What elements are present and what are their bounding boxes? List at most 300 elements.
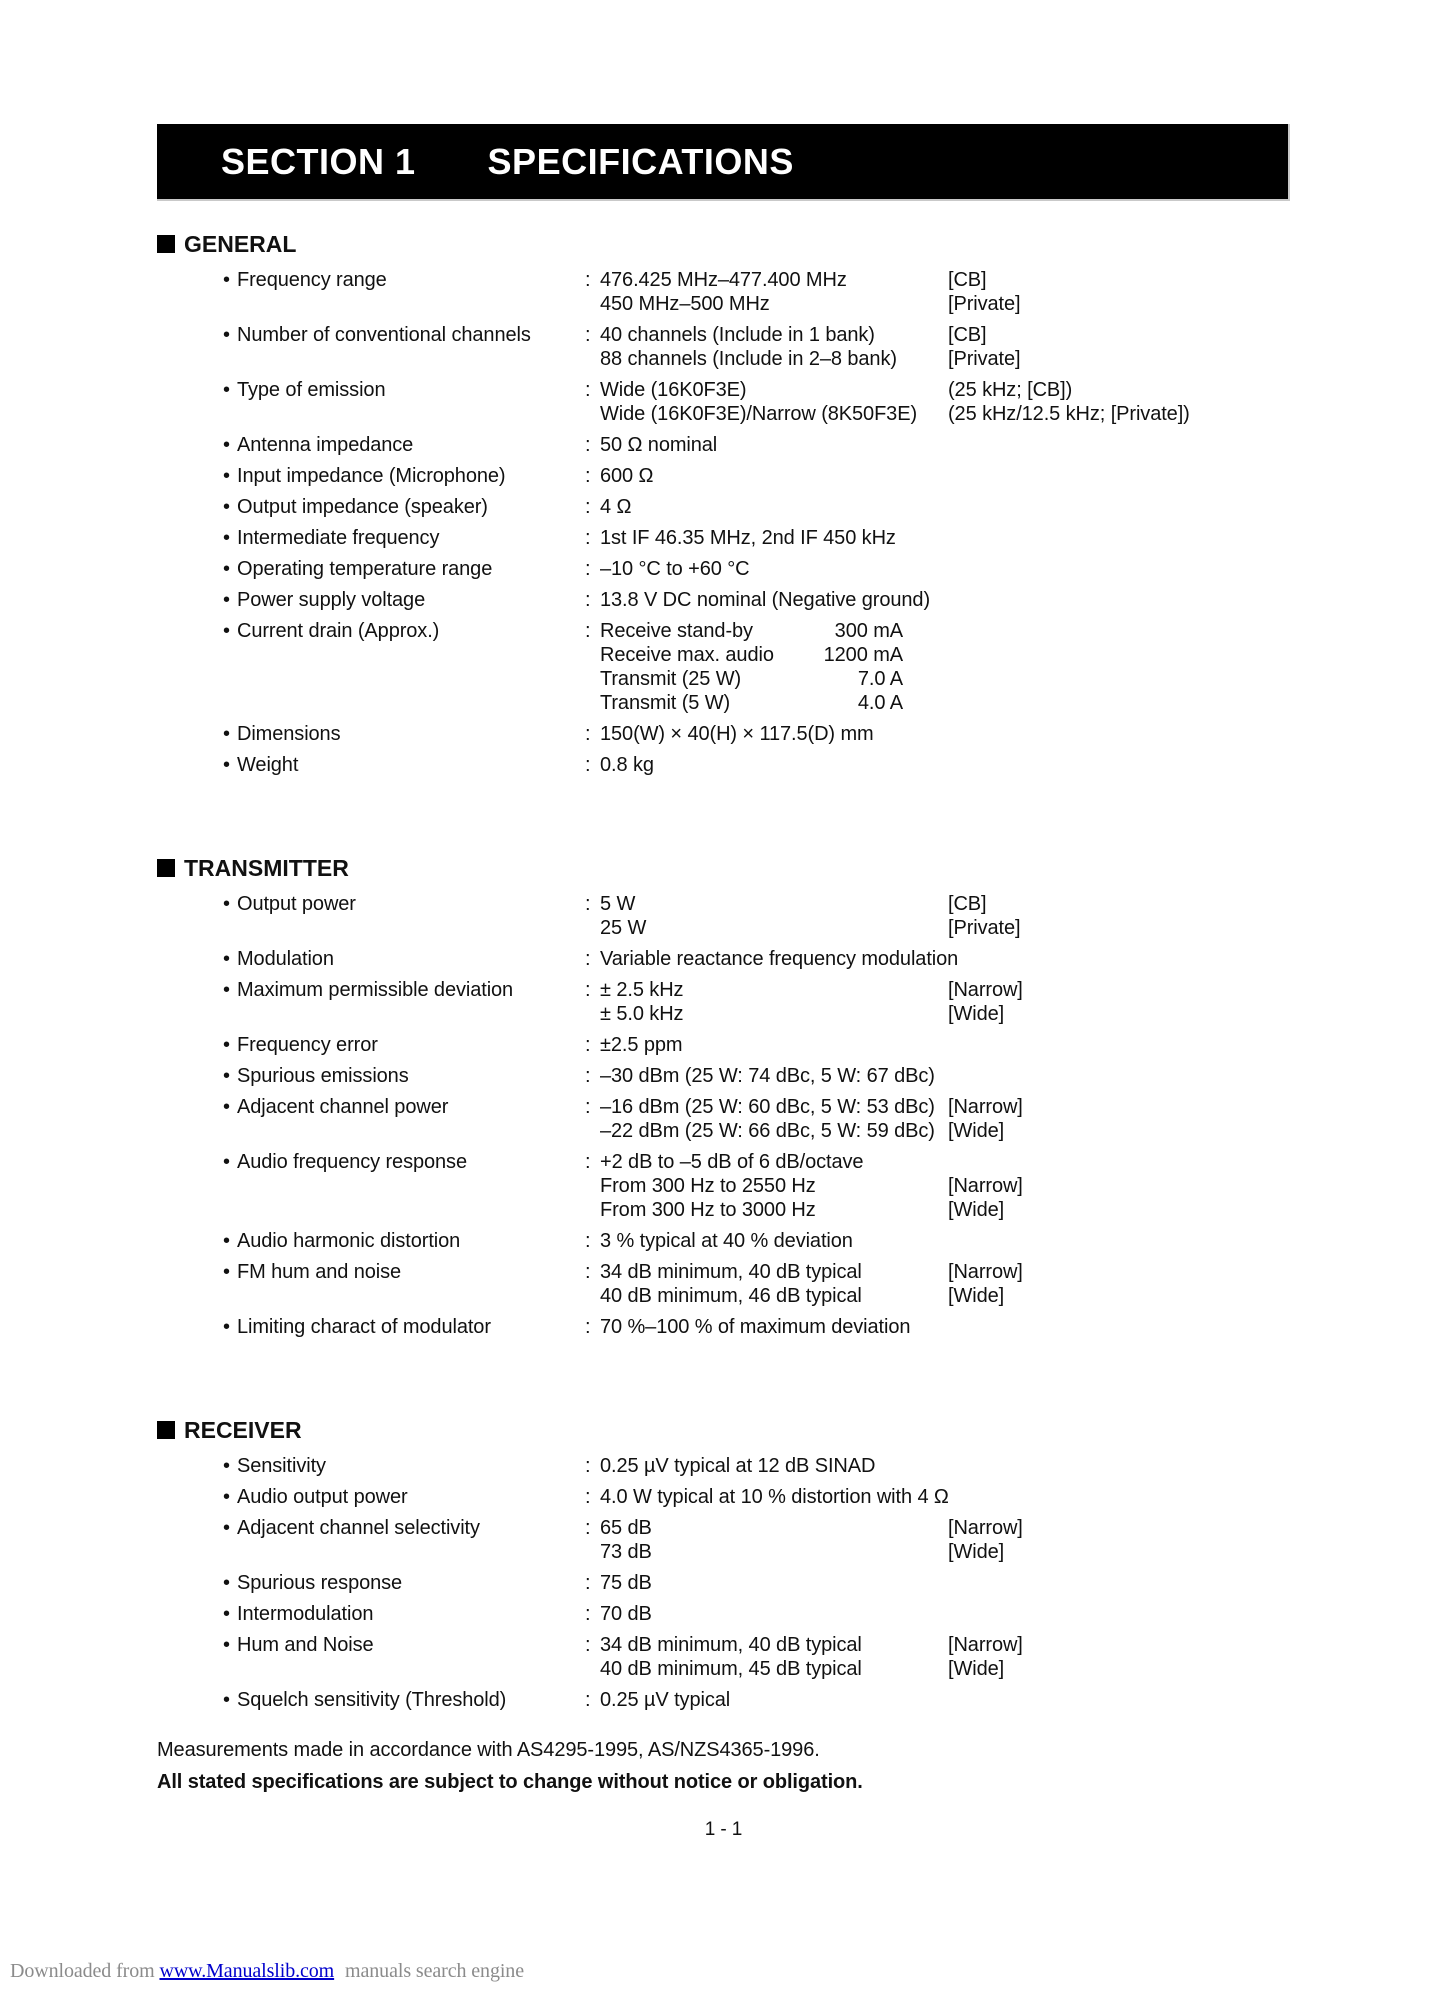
spec-label-cell — [223, 892, 585, 916]
spec-value: 40 channels (Include in 1 bank) — [600, 324, 875, 346]
spec-value-cell — [585, 1688, 948, 1712]
spec-note: [CB] — [948, 324, 987, 346]
spec-label-cell — [223, 1602, 585, 1626]
spec-item — [223, 1516, 1445, 1564]
spec-label: Limiting charact of modulator — [237, 1316, 491, 1338]
spec-label-cell — [223, 347, 585, 371]
bullet-icon: • — [223, 1455, 230, 1477]
spec-value-cell — [585, 1454, 948, 1478]
spec-label-cell — [223, 268, 585, 292]
spec-note: [Wide] — [948, 1120, 1005, 1142]
spec-item — [223, 378, 1445, 426]
spec-item — [223, 1150, 1445, 1222]
bullet-icon: • — [223, 1517, 230, 1539]
spec-label-cell — [223, 1002, 585, 1026]
value-colon — [585, 916, 600, 940]
drain-amount: 300 mA — [834, 620, 903, 642]
value-colon: : — [585, 1486, 591, 1508]
spec-value-cell — [585, 292, 948, 316]
spec-note: [Narrow] — [948, 1517, 1023, 1539]
value-colon — [585, 402, 600, 426]
spec-item — [223, 1454, 1445, 1478]
spec-value-cell — [585, 892, 948, 916]
spec-value-cell — [585, 1119, 948, 1143]
bullet-icon: • — [223, 620, 230, 642]
spec-label-cell — [223, 588, 585, 612]
spec-label-cell — [223, 753, 585, 777]
value-colon: : — [585, 1603, 591, 1625]
spec-value-cell — [585, 1571, 948, 1595]
value-colon: : — [585, 1455, 591, 1477]
section-receiver — [157, 1417, 1445, 1712]
spec-label: Current drain (Approx.) — [237, 620, 440, 642]
bullet-icon: • — [223, 324, 230, 346]
spec-value-cell — [585, 643, 948, 667]
spec-sections — [157, 231, 1445, 1712]
spec-label-cell — [223, 1064, 585, 1088]
value-colon: : — [585, 1151, 591, 1173]
spec-value: ± 2.5 kHz — [600, 979, 684, 1001]
bullet-icon: • — [223, 269, 230, 291]
spec-value: 25 W — [600, 917, 647, 939]
spec-value-cell — [585, 1033, 948, 1057]
spec-label-cell — [223, 978, 585, 1002]
spec-label: Antenna impedance — [237, 434, 414, 456]
value-colon — [585, 1174, 600, 1198]
spec-note — [948, 1229, 1445, 1253]
spec-note: [Private] — [948, 348, 1021, 370]
spec-value-cell — [585, 722, 948, 746]
spec-note: [Wide] — [948, 1285, 1005, 1307]
section-number-label: SECTION 1 — [221, 140, 416, 182]
spec-value-cell — [585, 753, 948, 777]
section-transmitter — [157, 855, 1445, 1339]
section-square-icon — [157, 235, 175, 253]
spec-label: Number of conventional channels — [237, 324, 531, 346]
spec-value: 4 Ω — [600, 496, 632, 518]
spec-list — [223, 268, 1445, 777]
spec-item — [223, 464, 1445, 488]
value-colon: : — [585, 948, 591, 970]
value-colon — [585, 292, 600, 316]
spec-value: 73 dB — [600, 1541, 652, 1563]
bullet-icon: • — [223, 465, 230, 487]
spec-item — [223, 433, 1445, 457]
spec-label-cell — [223, 495, 585, 519]
spec-label: Modulation — [237, 948, 334, 970]
spec-label-cell — [223, 378, 585, 402]
section-square-icon — [157, 859, 175, 877]
bullet-icon: • — [223, 754, 230, 776]
drain-label: Transmit (5 W) — [600, 692, 731, 714]
spec-note — [948, 1454, 1445, 1478]
bullet-icon: • — [223, 893, 230, 915]
spec-note: [Narrow] — [948, 1096, 1023, 1118]
spec-note — [948, 526, 1445, 550]
bullet-icon: • — [223, 723, 230, 745]
bullet-icon: • — [223, 1230, 230, 1252]
spec-label-cell — [223, 1033, 585, 1057]
value-colon: : — [585, 496, 591, 518]
spec-label-cell — [223, 464, 585, 488]
value-colon: : — [585, 324, 591, 346]
spec-value: 88 channels (Include in 2–8 bank) — [600, 348, 897, 370]
spec-value-cell — [585, 1064, 948, 1088]
section-title: TRANSMITTER — [184, 854, 349, 881]
drain-label: Receive stand-by — [600, 620, 753, 642]
spec-label-cell — [223, 402, 585, 426]
spec-value: From 300 Hz to 3000 Hz — [600, 1199, 816, 1221]
value-colon: : — [585, 465, 591, 487]
watermark — [10, 1960, 524, 1983]
spec-value: 3 % typical at 40 % deviation — [600, 1230, 853, 1252]
spec-label: Maximum permissible deviation — [237, 979, 514, 1001]
spec-note — [948, 722, 1445, 746]
spec-note — [948, 1485, 1445, 1509]
manualslib-link[interactable]: www.Manualslib.com — [159, 1960, 335, 1982]
spec-value-cell — [585, 1002, 948, 1026]
bullet-icon: • — [223, 379, 230, 401]
spec-item — [223, 1571, 1445, 1595]
value-colon: : — [585, 1634, 591, 1656]
spec-label-cell — [223, 1260, 585, 1284]
bullet-icon: • — [223, 558, 230, 580]
spec-value-cell — [585, 1095, 948, 1119]
spec-label: Adjacent channel selectivity — [237, 1517, 480, 1539]
page-number: 1 - 1 — [704, 1819, 743, 1840]
spec-value: From 300 Hz to 2550 Hz — [600, 1175, 816, 1197]
value-colon — [585, 1284, 600, 1308]
spec-item — [223, 323, 1445, 371]
spec-label: Audio harmonic distortion — [237, 1230, 461, 1252]
spec-label-cell — [223, 1315, 585, 1339]
spec-note: [Narrow] — [948, 1634, 1023, 1656]
spec-note — [948, 588, 1445, 612]
spec-value-cell — [585, 268, 948, 292]
value-colon: : — [585, 434, 591, 456]
manual-page — [0, 124, 1445, 1994]
spec-label: Adjacent channel power — [237, 1096, 449, 1118]
spec-label: Type of emission — [237, 379, 386, 401]
spec-item — [223, 1260, 1445, 1308]
page-title: SPECIFICATIONS — [487, 140, 794, 182]
spec-item — [223, 588, 1445, 612]
spec-label-cell — [223, 1633, 585, 1657]
spec-note: (25 kHz; [CB]) — [948, 379, 1073, 401]
spec-label-cell — [223, 1150, 585, 1174]
spec-value: –30 dBm (25 W: 74 dBc, 5 W: 67 dBc) — [600, 1065, 935, 1087]
spec-label-cell — [223, 1516, 585, 1540]
spec-value-cell — [585, 978, 948, 1002]
value-colon — [585, 1002, 600, 1026]
spec-item — [223, 1688, 1445, 1712]
spec-item — [223, 268, 1445, 316]
spec-label: Squelch sensitivity (Threshold) — [237, 1689, 507, 1711]
spec-item — [223, 557, 1445, 581]
spec-value-cell — [585, 1633, 948, 1657]
spec-note: [Wide] — [948, 1541, 1005, 1563]
spec-note — [948, 667, 1445, 691]
value-colon — [585, 347, 600, 371]
spec-value: 150(W) × 40(H) × 117.5(D) mm — [600, 723, 874, 745]
spec-value-cell — [585, 691, 948, 715]
spec-value: 4.0 W typical at 10 % distortion with 4 Ω — [600, 1486, 949, 1508]
value-colon — [585, 643, 600, 667]
value-colon: : — [585, 269, 591, 291]
spec-value: 0.8 kg — [600, 754, 654, 776]
spec-value-cell — [585, 667, 948, 691]
section-title: RECEIVER — [184, 1416, 302, 1443]
spec-value: 600 Ω — [600, 465, 654, 487]
spec-value: +2 dB to –5 dB of 6 dB/octave — [600, 1151, 864, 1173]
spec-value: 450 MHz–500 MHz — [600, 293, 770, 315]
spec-note: [Narrow] — [948, 1261, 1023, 1283]
spec-value-cell — [585, 1174, 948, 1198]
spec-label: Dimensions — [237, 723, 341, 745]
bullet-icon: • — [223, 948, 230, 970]
spec-note: (25 kHz/12.5 kHz; [Private]) — [948, 403, 1190, 425]
spec-item — [223, 1229, 1445, 1253]
value-colon: : — [585, 723, 591, 745]
spec-label: Frequency range — [237, 269, 387, 291]
spec-label-cell — [223, 292, 585, 316]
spec-label-cell — [223, 916, 585, 940]
spec-value-cell — [585, 1516, 948, 1540]
spec-label: Spurious response — [237, 1572, 403, 1594]
value-colon: : — [585, 379, 591, 401]
value-colon — [585, 1540, 600, 1564]
spec-label: Sensitivity — [237, 1455, 326, 1477]
watermark-suffix: manuals search engine — [345, 1960, 524, 1982]
spec-note: [Wide] — [948, 1003, 1005, 1025]
spec-item — [223, 1315, 1445, 1339]
spec-label: Frequency error — [237, 1034, 378, 1056]
spec-value-cell — [585, 464, 948, 488]
spec-value-cell — [585, 378, 948, 402]
value-colon: : — [585, 620, 591, 642]
spec-note — [948, 1602, 1445, 1626]
drain-amount: 1200 mA — [823, 644, 903, 666]
spec-item — [223, 947, 1445, 971]
spec-value-cell — [585, 1602, 948, 1626]
value-colon — [585, 1119, 600, 1143]
spec-note: [CB] — [948, 893, 987, 915]
spec-value: 34 dB minimum, 40 dB typical — [600, 1634, 862, 1656]
spec-note: [Private] — [948, 917, 1021, 939]
spec-note — [948, 495, 1445, 519]
spec-value: –16 dBm (25 W: 60 dBc, 5 W: 53 dBc) — [600, 1096, 935, 1118]
value-colon: : — [585, 979, 591, 1001]
section-general — [157, 231, 1445, 777]
spec-item — [223, 753, 1445, 777]
spec-value-cell — [585, 1198, 948, 1222]
spec-value: 70 %–100 % of maximum deviation — [600, 1316, 911, 1338]
drain-label: Receive max. audio — [600, 644, 774, 666]
spec-value-cell — [585, 433, 948, 457]
spec-note: [Wide] — [948, 1199, 1005, 1221]
value-colon — [585, 1657, 600, 1681]
bullet-icon: • — [223, 1603, 230, 1625]
spec-item — [223, 1064, 1445, 1088]
bullet-icon: • — [223, 589, 230, 611]
bullet-icon: • — [223, 1034, 230, 1056]
spec-note — [948, 1033, 1445, 1057]
footer-notes — [157, 1738, 1445, 1794]
spec-value-cell — [585, 1657, 948, 1681]
spec-label-cell — [223, 526, 585, 550]
spec-value: 70 dB — [600, 1603, 652, 1625]
spec-value-cell — [585, 916, 948, 940]
spec-value: Wide (16K0F3E) — [600, 379, 747, 401]
drain-amount: 7.0 A — [857, 668, 903, 690]
value-colon: : — [585, 1096, 591, 1118]
spec-label-cell — [223, 1198, 585, 1222]
spec-label-cell — [223, 667, 585, 691]
value-colon: : — [585, 1230, 591, 1252]
section-title-bar-text — [157, 141, 794, 183]
spec-label-cell — [223, 1284, 585, 1308]
bullet-icon: • — [223, 1572, 230, 1594]
spec-value-cell — [585, 588, 948, 612]
spec-item — [223, 619, 1445, 715]
spec-label: Spurious emissions — [237, 1065, 409, 1087]
spec-value: ±2.5 ppm — [600, 1034, 683, 1056]
spec-value-cell — [585, 1150, 948, 1174]
spec-label-cell — [223, 1688, 585, 1712]
spec-label-cell — [223, 1119, 585, 1143]
spec-note — [948, 947, 1445, 971]
watermark-prefix: Downloaded from — [10, 1960, 155, 1982]
value-colon: : — [585, 1572, 591, 1594]
spec-note: [Wide] — [948, 1658, 1005, 1680]
bullet-icon: • — [223, 434, 230, 456]
spec-label: Audio output power — [237, 1486, 408, 1508]
spec-label-cell — [223, 1485, 585, 1509]
spec-note — [948, 619, 1445, 643]
spec-value: –22 dBm (25 W: 66 dBc, 5 W: 59 dBc) — [600, 1120, 935, 1142]
value-colon: : — [585, 1034, 591, 1056]
spec-note — [948, 464, 1445, 488]
spec-value: 0.25 µV typical at 12 dB SINAD — [600, 1455, 876, 1477]
spec-value-cell — [585, 1315, 948, 1339]
spec-note — [948, 1064, 1445, 1088]
spec-item — [223, 1033, 1445, 1057]
spec-label: Intermodulation — [237, 1603, 374, 1625]
spec-note: [Narrow] — [948, 979, 1023, 1001]
spec-label: Input impedance (Microphone) — [237, 465, 506, 487]
spec-label: Operating temperature range — [237, 558, 493, 580]
spec-value: Wide (16K0F3E)/Narrow (8K50F3E) — [600, 403, 918, 425]
spec-value: 5 W — [600, 893, 636, 915]
spec-note — [948, 1150, 1445, 1174]
bullet-icon: • — [223, 1634, 230, 1656]
spec-value: 1st IF 46.35 MHz, 2nd IF 450 kHz — [600, 527, 896, 549]
current-drain-line — [600, 643, 903, 667]
current-drain-line — [600, 667, 903, 691]
bullet-icon: • — [223, 1096, 230, 1118]
spec-label: FM hum and noise — [237, 1261, 402, 1283]
spec-item — [223, 1633, 1445, 1681]
spec-label-cell — [223, 1657, 585, 1681]
value-colon: : — [585, 893, 591, 915]
spec-value: Variable reactance frequency modulation — [600, 948, 959, 970]
spec-item — [223, 495, 1445, 519]
value-colon: : — [585, 1316, 591, 1338]
spec-label-cell — [223, 323, 585, 347]
spec-value: 13.8 V DC nominal (Negative ground) — [600, 589, 931, 611]
spec-note — [948, 557, 1445, 581]
spec-value: –10 °C to +60 °C — [600, 558, 750, 580]
spec-note — [948, 691, 1445, 715]
spec-note — [948, 753, 1445, 777]
spec-value-cell — [585, 347, 948, 371]
spec-value-cell — [585, 619, 948, 643]
spec-label: Power supply voltage — [237, 589, 426, 611]
drain-amount: 4.0 A — [857, 692, 903, 714]
spec-label-cell — [223, 557, 585, 581]
spec-label-cell — [223, 1095, 585, 1119]
value-colon: : — [585, 1261, 591, 1283]
spec-value: 75 dB — [600, 1572, 652, 1594]
value-colon: : — [585, 1065, 591, 1087]
spec-item — [223, 722, 1445, 746]
spec-value: 0.25 µV typical — [600, 1689, 731, 1711]
spec-list — [223, 1454, 1445, 1712]
spec-label-cell — [223, 1454, 585, 1478]
section-title-bar — [157, 124, 1290, 201]
spec-value-cell — [585, 1284, 948, 1308]
spec-label-cell — [223, 619, 585, 643]
spec-item — [223, 978, 1445, 1026]
value-colon — [585, 691, 600, 715]
spec-value: 65 dB — [600, 1517, 652, 1539]
value-colon — [585, 1198, 600, 1222]
spec-value-cell — [585, 402, 948, 426]
bullet-icon: • — [223, 1151, 230, 1173]
spec-label: Audio frequency response — [237, 1151, 467, 1173]
spec-label-cell — [223, 947, 585, 971]
current-drain-line — [600, 691, 903, 715]
value-colon: : — [585, 527, 591, 549]
spec-item — [223, 526, 1445, 550]
spec-value-cell — [585, 1485, 948, 1509]
spec-value: 50 Ω nominal — [600, 434, 718, 456]
bullet-icon: • — [223, 1689, 230, 1711]
spec-note — [948, 1315, 1445, 1339]
spec-value-cell — [585, 1260, 948, 1284]
bullet-icon: • — [223, 1486, 230, 1508]
spec-label-cell — [223, 433, 585, 457]
spec-note — [948, 1571, 1445, 1595]
spec-note — [948, 1688, 1445, 1712]
value-colon: : — [585, 589, 591, 611]
value-colon: : — [585, 1517, 591, 1539]
spec-label: Intermediate frequency — [237, 527, 440, 549]
spec-value-cell — [585, 495, 948, 519]
spec-item — [223, 1095, 1445, 1143]
spec-value: 34 dB minimum, 40 dB typical — [600, 1261, 862, 1283]
bullet-icon: • — [223, 527, 230, 549]
value-colon: : — [585, 754, 591, 776]
spec-note — [948, 643, 1445, 667]
section-square-icon — [157, 1421, 175, 1439]
bullet-icon: • — [223, 1065, 230, 1087]
spec-note — [948, 433, 1445, 457]
measurement-note: Measurements made in accordance with AS4295-1995, AS/NZS4365-1996. — [157, 1739, 820, 1761]
drain-label: Transmit (25 W) — [600, 668, 742, 690]
current-drain-line — [600, 619, 903, 643]
spec-label-cell — [223, 1229, 585, 1253]
